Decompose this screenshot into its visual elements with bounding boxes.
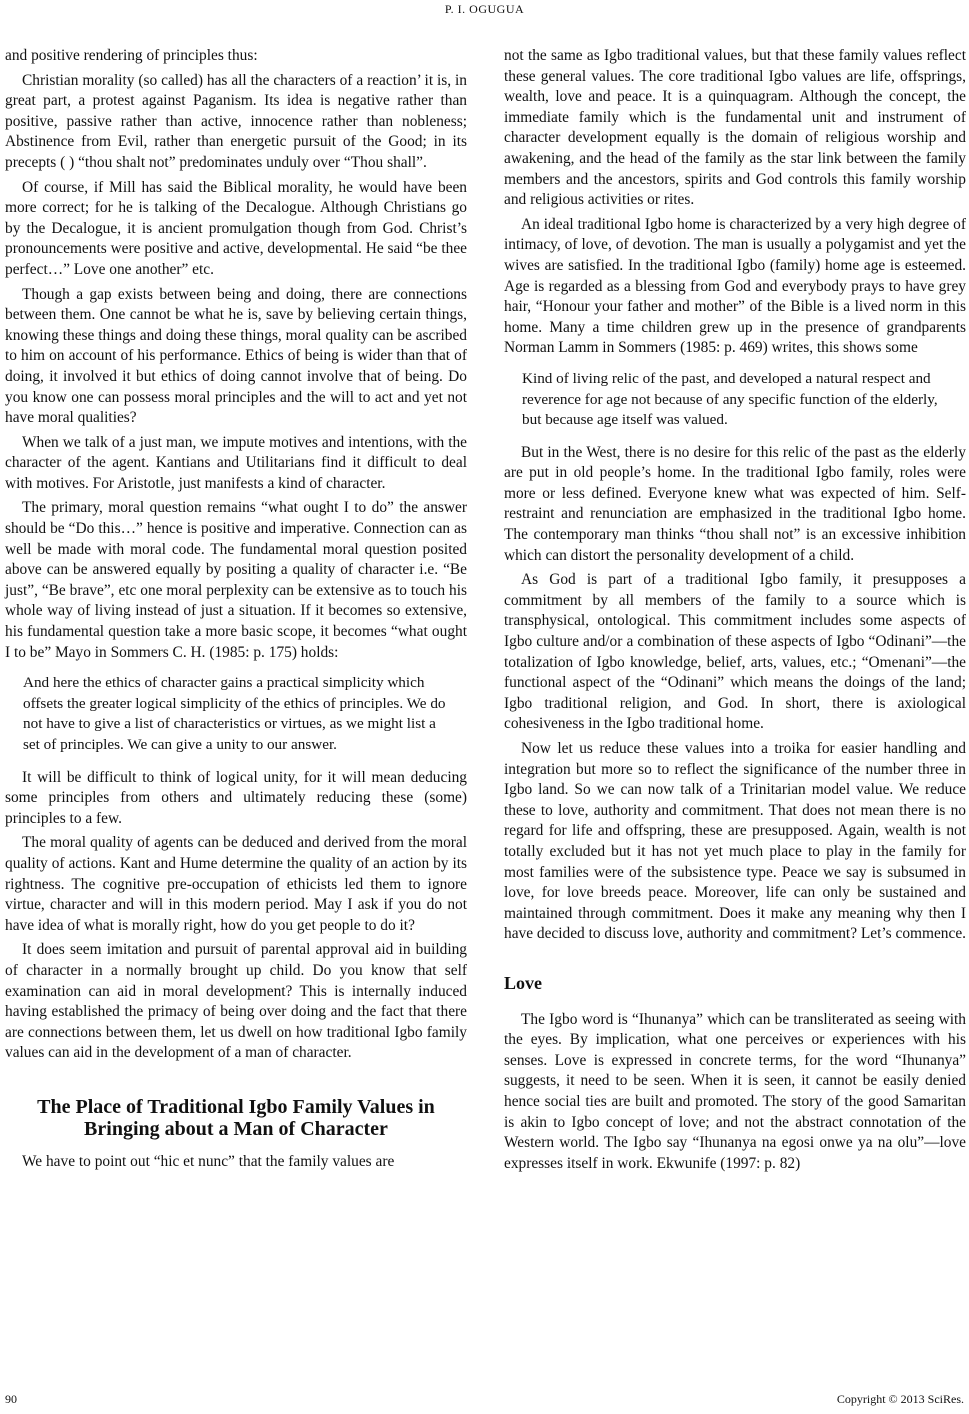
paragraph: An ideal traditional Igbo home is characterized by a very high degree of intimacy, of love, of devotion. The man is usually a polygamist and yet the wives are satisfied. In the traditional Igbo (family) home age is esteemed. Age is regarded as a blessing from God and everybody prays to have grey hair, “Honour your father and mother” of the Bible is a lived norm in this home. Many a time children grew up in the presence of grandparents Norman Lamm in Sommers (1985: p. 469) writes, this shows some bbox=[504, 215, 966, 357]
paragraph: It will be difficult to think of logical unity, for it will mean deducing some principles from others and ultimately reducing these (some) principles to a few. bbox=[5, 768, 467, 827]
left-column bbox=[5, 46, 467, 1177]
paragraph: As God is part of a traditional Igbo family, it presupposes a commitment by all members of the family to a source which is transphysical, ontological. This commitment includes some aspects of Igbo culture and/or a combination of these aspects of Igbo “Odinani”—the totalization of Igbo knowledge, belief, arts, values, etc.; “Omenani”—the functional aspect of the “Odinani” which means the doings of the land; Igbo traditional religion, and God. In short, there is axiological cohesiveness in the Igbo traditional home. bbox=[504, 571, 966, 733]
paragraph: But in the West, there is no desire for this relic of the past as the elderly are put in old people’s home. In the traditional Igbo family, roles were more or less defined. Everyone knew what was expected of him. Self-restraint and renunciation are emphasized in the traditional Igbo home. The contemporary man thinks “thou shall not” is an excessive inhibition which can distort the personality development of a child. bbox=[504, 443, 966, 564]
page-number: 90 bbox=[5, 1392, 17, 1406]
paragraph: The Igbo word is “Ihunanya” which can be transliterated as seeing with the eyes. By implication, what one perceives or experiences with his senses. Love is expressed in concrete terms, for the word “Ihunanya” suggests, it need to be seen. When it is seen, it cannot be easily denied hence social ties are built and promoted. The story of the good Samaritan is akin to Igbo concept of love; and not the abstract connotation of the Western world. The Igbo say “Ihunanya na egosi onwe ya na olu”—love expresses itself in work. Ekwunife (1997: p. 82) bbox=[504, 1010, 966, 1172]
paragraph: The primary, moral question remains “what ought I to do” the answer should be “Do this…” hence is positive and imperative. Connection can as well be made with moral code. The fundamental moral question posited above can be answered equally by positing a quality of character i.e. “Be just”, “Be brave”, etc one moral perplexity can be extensive as to touch his whole way of living instead of just a situation. If it becomes so extensive, his fundamental question take a more basic scope, it becomes “what ought I to be” Mayo in Sommers C. H. (1985: p. 175) holds: bbox=[5, 499, 467, 661]
paragraph: It does seem imitation and pursuit of parental approval aid in building of character in a normally brought up child. Do you know that self examination can aid in moral development? This is internally induced having established the primacy of being over doing and the fact that there are connections between them, let us dwell on how traditional Igbo family values can aid in the development of a man of character. bbox=[5, 941, 467, 1062]
running-head: P. I. OGUGUA bbox=[444, 2, 525, 16]
paragraph: When we talk of a just man, we impute motives and intentions, with the character of the agent. Kantians and Utilitarians find it difficult to deal with motives. For Aristotle, just manifests a kind of character. bbox=[5, 433, 467, 492]
subsection-heading: Love bbox=[504, 972, 542, 993]
section-heading: The Place of Traditional Igbo Family Values in Bringing about a Man of Character bbox=[37, 1095, 435, 1140]
paragraph: We have to point out “hic et nunc” that the family values are bbox=[22, 1152, 395, 1170]
paragraph: and positive rendering of principles thus: bbox=[5, 47, 258, 64]
block-quote: And here the ethics of character gains a practical simplicity which offsets the greater logical simplicity of the ethics of principles. We do not have to give a list of characteristics or virtues, as we might list a set of principles. We can give a unity to our answer. bbox=[23, 674, 446, 753]
paragraph: Christian morality (so called) has all the characters of a reaction’ it is, in great part, a protest against Paganism. Its idea is negative rather than positive, passive rather than active, innocence rather than nobleness; Abstinence from Evil, rather than energetic pursuit of the Good; in its precepts ( ) “thou shalt not” predominates unduly over “Thou shall”. bbox=[5, 71, 467, 171]
paragraph: not the same as Igbo traditional values, but that these family values reflect these general values. The core traditional Igbo values are life, offsprings, wealth, love and peace. It is a quinquagram. Although the concept, the immediate family which is the fundamental unit and instrument of character development equally is the domain of religious worship and awakening, and the head of the family as the star link between the family members and the ancestors, spirits and God controls this family worship and religious activities or rites. bbox=[504, 47, 966, 209]
right-column bbox=[504, 46, 966, 1178]
paragraph: Though a gap exists between being and doing, there are connections between them. One cannot be what he is, save by believing certain things, knowing these things and doing these things, moral quality can be ascribed to him on account of his performance. Ethics of being is wider than that of doing, it involved it but ethics of doing cannot involve that of being. Do you know one can possess moral principles and the will to act and yet not have moral qualities? bbox=[5, 285, 467, 427]
paragraph: Now let us reduce these values into a troika for easier handling and integration but more so to reflect the significance of the number three in Igbo land. So we can now talk of a Trinitarian model value. We reduce these to love, authority and commitment. That does not mean there is no regard for life and offspring, these are presupposed. Again, wealth is not totally excluded but it has not yet much place to play in the family for most families were of the subsistence type. Peace we say is subsumed in love, for love breeds peace. Moreover, life can only be sustained and maintained through commitment. Does it make any meaning why then I have decided to discuss love, authority and commitment? Let’s commence. bbox=[504, 740, 967, 943]
copyright: Copyright © 2013 SciRes. bbox=[836, 1392, 964, 1406]
block-quote: Kind of living relic of the past, and developed a natural respect and reverence for age not because of any specific function of the elderly, but because age itself was valued. bbox=[522, 369, 938, 429]
paragraph: The moral quality of agents can be deduced and derived from the moral quality of actions. Kant and Hume determine the quality of an action by its rightness. The cognitive pre-occupation of ethicists led them to ignore virtue, character and will in this modern period. May I ask if you do not have idea of what is morally right, how do you get people to do it? bbox=[5, 834, 467, 934]
paragraph: Of course, if Mill has said the Biblical morality, he would have been more correct; for he is talking of the Decalogue. Although Christians go by the Decalogue, it is ancient promulgation though from God. Christ’s pronouncements were positive and active, developmental. He said “be thee perfect…” Love one another” etc. bbox=[5, 178, 467, 278]
